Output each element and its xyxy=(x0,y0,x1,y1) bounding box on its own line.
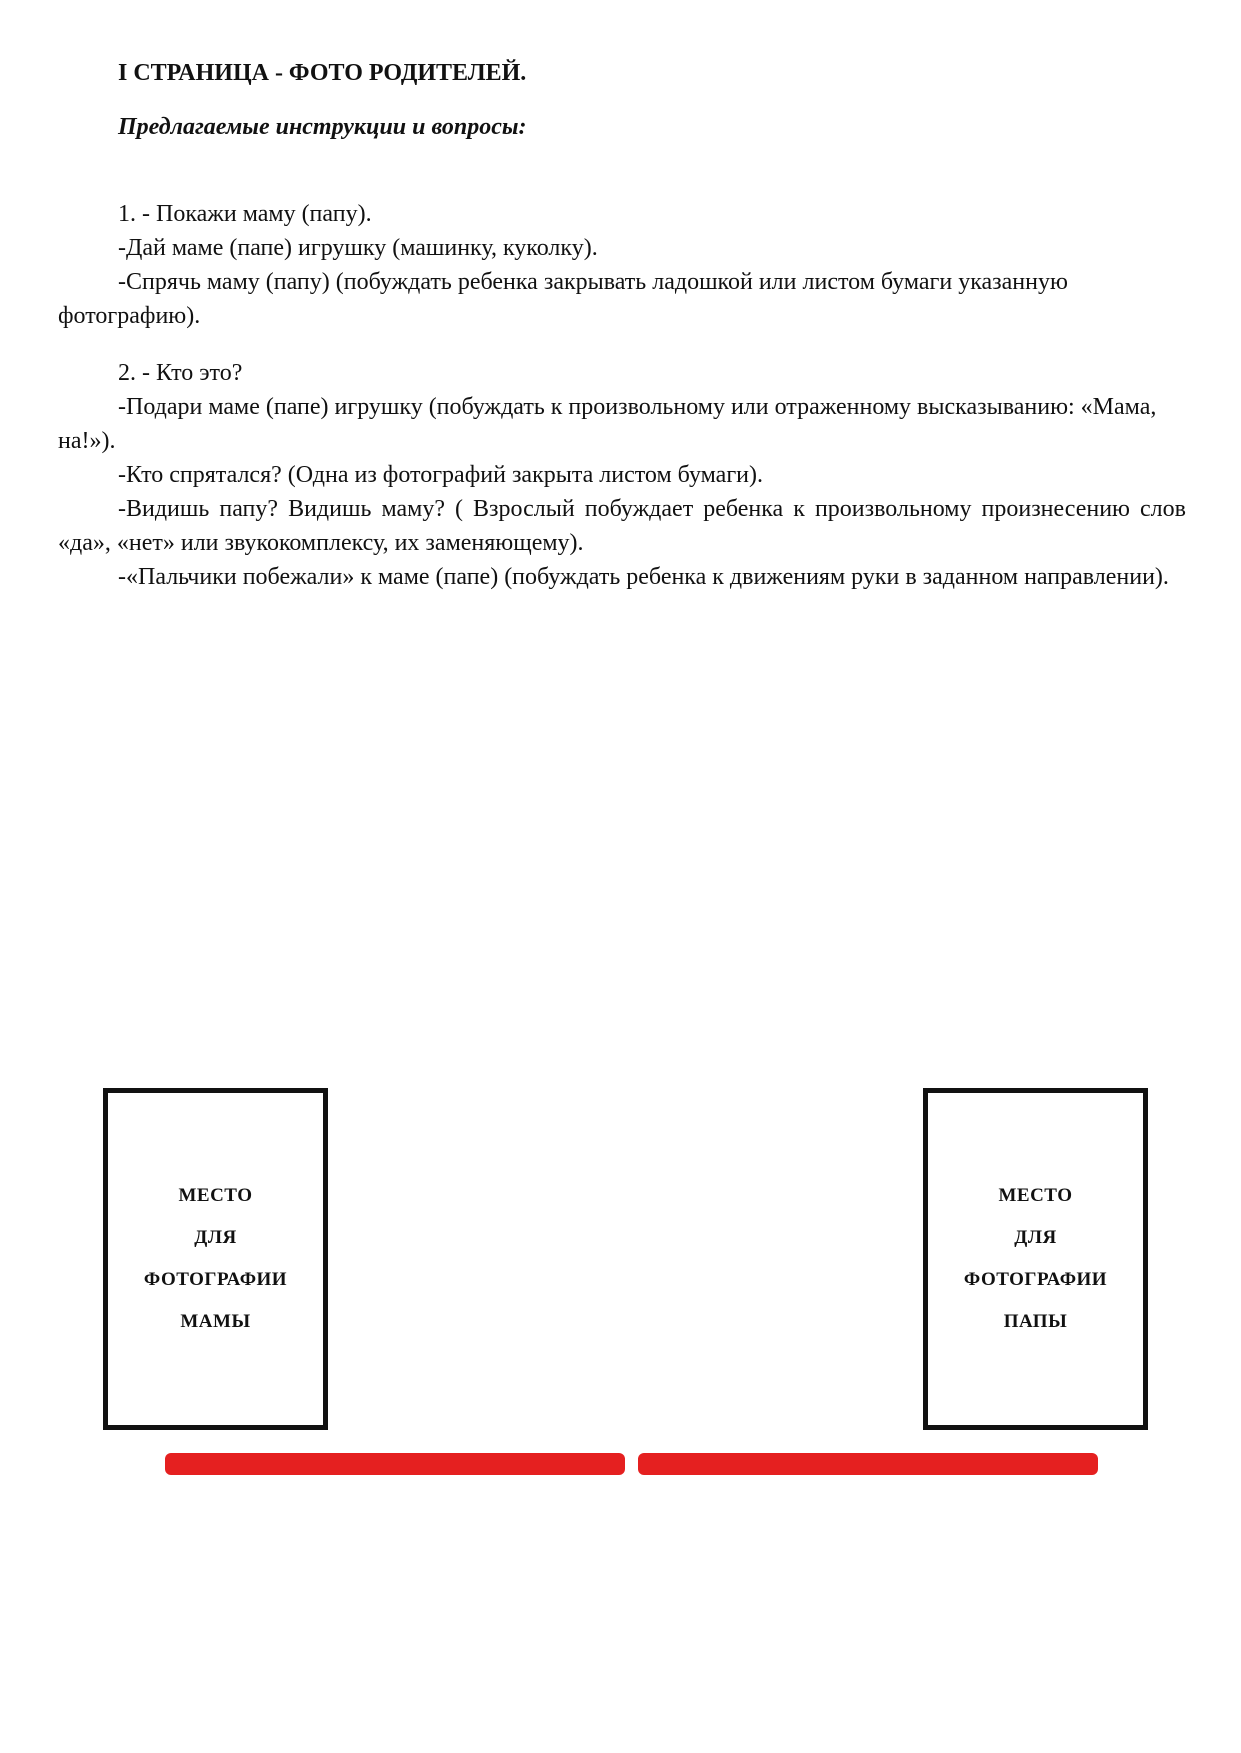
red-bar-right xyxy=(638,1453,1098,1475)
frame-label-line: ПАПЫ xyxy=(1003,1311,1068,1332)
instruction-1-3: -Спрячь маму (папу) (побуждать ребенка закрывать ладошкой или листом бумаги указанную фотографию). xyxy=(58,269,1068,329)
instruction-2-2: -Подари маме (папе) игрушку (побуждать к произвольному или отраженному высказыванию: «Мама, на!»). xyxy=(58,394,1157,454)
frame-label-line: МЕСТО xyxy=(178,1185,253,1206)
instruction-1-1: 1. - Покажи маму (папу). xyxy=(118,201,372,227)
instruction-1-2: -Дай маме (папе) игрушку (машинку, куколку). xyxy=(118,235,598,261)
frame-label-line: МЕСТО xyxy=(998,1185,1073,1206)
instruction-2-3: -Кто спрятался? (Одна из фотографий закрыта листом бумаги). xyxy=(118,462,763,488)
red-bar-left xyxy=(165,1453,625,1475)
frame-label-line: ДЛЯ xyxy=(1014,1227,1057,1248)
frame-label-line: МАМЫ xyxy=(180,1311,251,1332)
frame-label-line: ФОТОГРАФИИ xyxy=(143,1269,288,1290)
page-title: I СТРАНИЦА - ФОТО РОДИТЕЛЕЙ. xyxy=(118,60,527,86)
instructions-block-1 xyxy=(58,197,1186,333)
instruction-2-1: 2. - Кто это? xyxy=(118,360,243,386)
instruction-2-4: -Видишь папу? Видишь маму? ( Взрослый побуждает ребенка к произвольному произнесению слов «да», «нет» или звукокомплексу, их заменяющему). xyxy=(58,496,1186,556)
frame-label-line: ДЛЯ xyxy=(194,1227,237,1248)
instruction-2-5: -«Пальчики побежали» к маме (папе) (побуждать ребенка к движениям руки в заданном направлении). xyxy=(118,564,1169,590)
dad-photo-frame xyxy=(923,1088,1148,1430)
frame-label-line: ФОТОГРАФИИ xyxy=(963,1269,1108,1290)
page-subtitle: Предлагаемые инструкции и вопросы: xyxy=(118,114,527,140)
mom-photo-frame xyxy=(103,1088,328,1430)
instructions-block-2 xyxy=(58,356,1186,594)
